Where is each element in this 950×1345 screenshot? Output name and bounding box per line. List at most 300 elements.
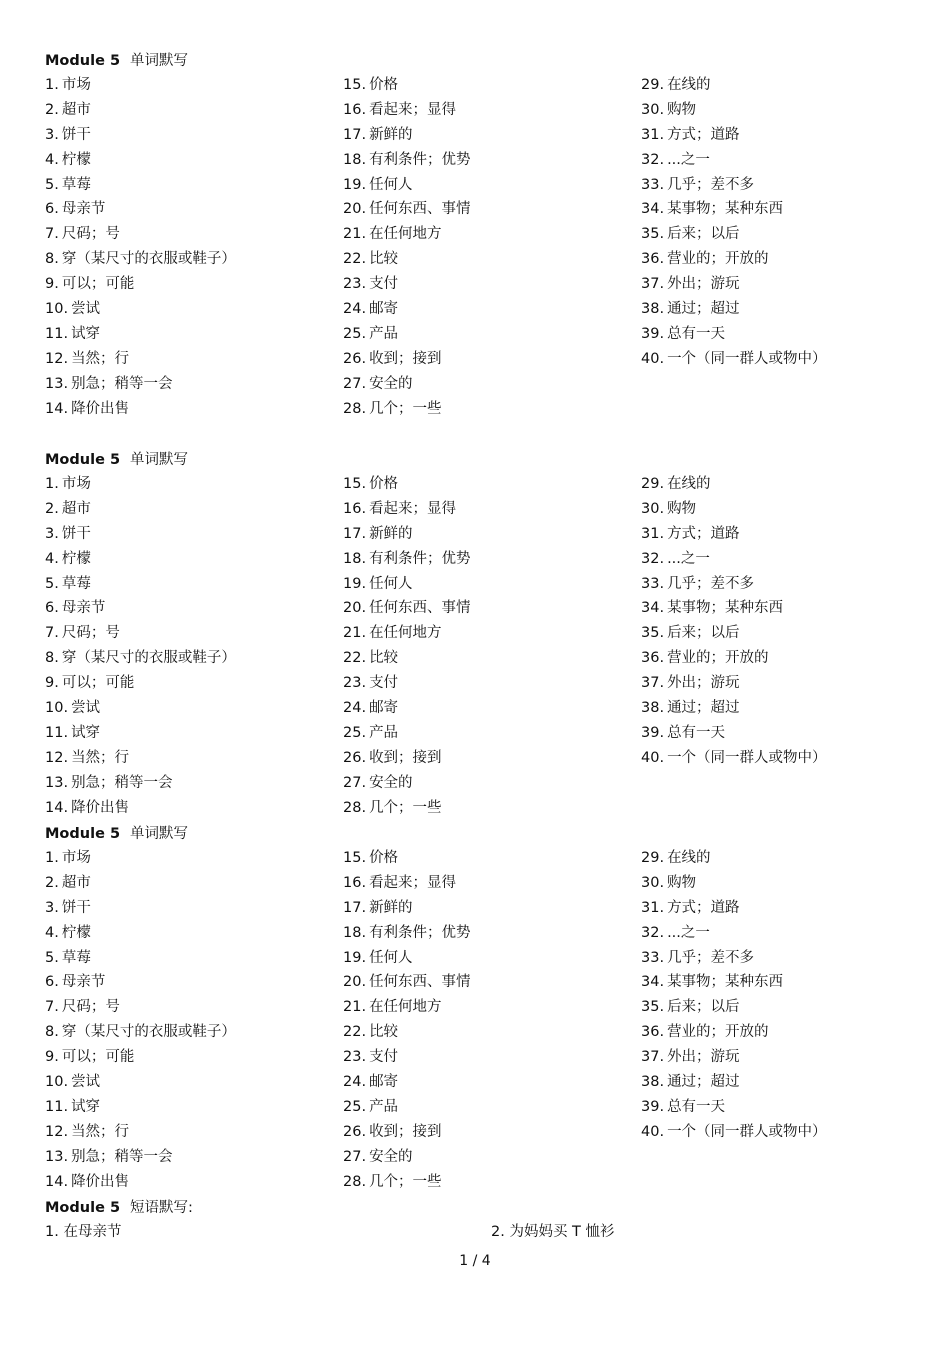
phrase-dictation-section [45,1196,925,1245]
item-number: 18. [343,550,367,567]
item-number: 28. [343,400,367,417]
word-item [641,696,827,721]
item-number: 6. [45,201,59,218]
item-number: 39. [641,325,665,342]
word-item [343,547,471,572]
item-number: 38. [641,301,665,318]
item-text: 几个；一些 [369,1173,442,1190]
item-text: 别急；稍等一会 [71,375,173,392]
word-column-3 [641,846,827,1145]
section-heading: 短语默写: [130,1200,193,1216]
item-number: 3. [45,126,59,143]
item-number: 7. [45,625,59,642]
word-item [343,222,471,247]
section-title [45,49,925,73]
word-item [343,1120,471,1145]
item-text: 外出；游玩 [667,675,740,692]
item-text: 在任何地方 [369,625,442,642]
word-item [45,222,236,247]
word-item [641,846,827,871]
word-item [641,1020,827,1045]
item-number: 18. [343,924,367,941]
item-number: 39. [641,724,665,741]
module-label: Module 5 [45,826,121,842]
item-text: 价格 [369,77,399,93]
word-item [343,796,471,821]
item-text: 方式；道路 [667,126,740,143]
word-item [45,322,236,347]
item-number: 21. [343,226,367,243]
word-item [641,522,827,547]
item-text: 比较 [369,1024,399,1041]
word-item [45,970,236,995]
item-text: 尺码；号 [61,999,120,1016]
word-item [641,247,827,272]
item-text: 在任何地方 [369,999,442,1016]
word-item [641,721,827,746]
word-item [343,696,471,721]
item-text: 几个；一些 [369,799,442,816]
word-item [343,896,471,921]
word-item [343,746,471,771]
word-column-1 [45,472,236,820]
word-item [45,1020,236,1045]
item-number: 33. [641,575,665,592]
word-column-3 [641,472,827,771]
item-number: 18. [343,151,367,168]
item-text: 可以；可能 [61,276,135,293]
word-item [641,347,827,372]
item-text: 饼干 [61,126,91,143]
item-text: 柠檬 [61,151,91,168]
item-number: 37. [641,1049,665,1066]
item-text: 有利条件；优势 [369,924,471,941]
word-item [343,497,471,522]
word-item [45,197,236,222]
word-item [45,646,236,671]
item-text: 有利条件；优势 [369,151,471,168]
word-item [343,472,471,497]
word-item [343,771,471,796]
module-label: Module 5 [45,1200,121,1216]
item-number: 5. [45,949,59,966]
item-text: 一个（同一群人或物中） [667,749,827,766]
word-item [641,547,827,572]
item-text: 超市 [61,874,91,891]
item-number: 34. [641,600,665,617]
item-number: 19. [343,949,367,966]
item-text: 试穿 [71,325,101,342]
item-number: 14. [45,400,69,417]
word-item [45,1070,236,1095]
item-text: 方式；道路 [667,525,740,542]
item-number: 31. [641,525,665,542]
item-text: ...之一 [667,924,710,941]
item-text: 母亲节 [61,974,106,991]
phrase-item [45,1224,121,1240]
item-text: 支付 [369,276,399,293]
word-item [45,1120,236,1145]
word-item [343,372,471,397]
word-item [45,771,236,796]
word-item [641,1045,827,1070]
word-item [343,970,471,995]
item-text: 为妈妈买 T 恤衫 [509,1224,615,1240]
word-item [343,1020,471,1045]
word-item [343,721,471,746]
item-number: 24. [343,301,367,318]
item-number: 1. [45,850,59,866]
item-text: 方式；道路 [667,899,740,916]
item-text: 邮寄 [369,1074,399,1091]
item-text: 当然；行 [71,749,130,766]
module-label: Module 5 [45,452,121,468]
item-number: 28. [343,1173,367,1190]
word-column-3 [641,73,827,372]
module-label: Module 5 [45,53,121,69]
item-number: 3. [45,525,59,542]
item-text: 任何东西、事情 [369,974,471,991]
word-item [641,222,827,247]
word-item [641,272,827,297]
item-text: 后来；以后 [667,226,740,243]
word-item [45,123,236,148]
word-item [641,970,827,995]
item-text: 超市 [61,101,91,118]
item-text: 支付 [369,675,399,692]
item-number: 14. [45,1173,69,1190]
item-number: 35. [641,226,665,243]
word-item [45,921,236,946]
item-text: 尺码；号 [61,226,120,243]
item-number: 11. [45,325,69,342]
item-number: 2. [45,101,59,118]
item-text: 通过；超过 [667,1074,740,1091]
item-text: 总有一天 [667,325,726,342]
item-text: 在母亲节 [63,1224,122,1240]
word-item [343,1170,471,1195]
item-text: 可以；可能 [61,675,135,692]
item-text: 几乎；差不多 [667,575,755,592]
item-text: 某事物；某种东西 [667,201,784,218]
item-number: 5. [45,575,59,592]
item-text: 任何人 [369,176,413,193]
item-text: 总有一天 [667,1098,726,1115]
item-text: 购物 [667,874,697,891]
item-text: 营业的；开放的 [667,1024,769,1041]
item-text: 母亲节 [61,600,106,617]
item-text: 新鲜的 [369,525,413,542]
word-dictation-section-1 [45,49,925,417]
word-item [45,297,236,322]
word-item [45,1170,236,1195]
word-item [641,921,827,946]
word-item [45,721,236,746]
item-text: 安全的 [369,375,413,392]
item-text: 外出；游玩 [667,1049,740,1066]
word-item [641,1095,827,1120]
item-text: 穿（某尺寸的衣服或鞋子） [61,1024,236,1041]
word-item [343,671,471,696]
item-number: 11. [45,724,69,741]
item-number: 23. [343,276,367,293]
item-text: ...之一 [667,550,710,567]
word-column-1 [45,73,236,421]
item-number: 1. [45,476,59,492]
item-text: 某事物；某种东西 [667,974,784,991]
item-number: 37. [641,276,665,293]
word-item [45,796,236,821]
item-number: 32. [641,924,665,941]
item-number: 7. [45,226,59,243]
word-item [45,372,236,397]
item-text: 草莓 [61,176,91,193]
word-item [45,472,236,497]
item-number: 34. [641,974,665,991]
item-number: 26. [343,350,367,367]
word-item [343,297,471,322]
word-item [45,522,236,547]
item-number: 12. [45,350,69,367]
word-item [45,173,236,198]
phrase-row [45,1220,925,1245]
item-number: 22. [343,251,367,268]
item-text: 通过；超过 [667,700,740,717]
item-number: 37. [641,675,665,692]
item-number: 36. [641,1024,665,1041]
word-item [641,497,827,522]
item-text: 收到；接到 [369,350,442,367]
word-item [343,646,471,671]
item-text: 穿（某尺寸的衣服或鞋子） [61,650,236,667]
item-number: 30. [641,500,665,517]
item-number: 20. [343,600,367,617]
item-text: 市场 [61,850,91,866]
item-text: 可以；可能 [61,1049,135,1066]
item-text: 尝试 [71,301,101,318]
item-number: 22. [343,1024,367,1041]
word-item [641,995,827,1020]
item-number: 36. [641,650,665,667]
item-number: 23. [343,1049,367,1066]
item-number: 26. [343,1123,367,1140]
item-text: 降价出售 [71,400,130,417]
item-text: 安全的 [369,774,413,791]
item-number: 2. [45,500,59,517]
item-number: 26. [343,749,367,766]
word-item [641,1120,827,1145]
word-item [641,871,827,896]
item-number: 40. [641,749,665,766]
item-text: 尺码；号 [61,625,120,642]
word-item [343,322,471,347]
item-text: 看起来；显得 [369,874,457,891]
item-text: 在线的 [667,850,711,866]
word-item [641,572,827,597]
item-number: 1. [45,1224,59,1240]
item-number: 16. [343,101,367,118]
item-number: 2. [491,1224,505,1240]
item-number: 31. [641,126,665,143]
item-number: 19. [343,575,367,592]
item-text: 通过；超过 [667,301,740,318]
item-number: 31. [641,899,665,916]
word-item [45,148,236,173]
word-item [343,347,471,372]
word-item [641,946,827,971]
word-item [45,572,236,597]
item-text: 安全的 [369,1148,413,1165]
item-number: 33. [641,176,665,193]
item-number: 13. [45,375,69,392]
word-item [343,247,471,272]
word-item [343,98,471,123]
item-number: 36. [641,251,665,268]
item-text: 当然；行 [71,1123,130,1140]
item-text: 穿（某尺寸的衣服或鞋子） [61,251,236,268]
item-number: 12. [45,1123,69,1140]
word-item [45,98,236,123]
item-text: 比较 [369,251,399,268]
item-number: 3. [45,899,59,916]
word-item [641,322,827,347]
word-item [343,197,471,222]
item-text: 产品 [369,1098,399,1115]
item-text: 草莓 [61,575,91,592]
item-number: 15. [343,850,367,866]
word-item [343,1095,471,1120]
item-text: 柠檬 [61,550,91,567]
word-item [641,896,827,921]
item-text: 比较 [369,650,399,667]
item-number: 15. [343,476,367,492]
word-item [343,173,471,198]
item-number: 38. [641,1074,665,1091]
item-number: 17. [343,899,367,916]
word-item [45,995,236,1020]
item-number: 5. [45,176,59,193]
item-text: 试穿 [71,724,101,741]
word-item [45,746,236,771]
word-item [45,671,236,696]
item-text: 邮寄 [369,301,399,318]
item-text: 购物 [667,101,697,118]
item-text: 价格 [369,850,399,866]
item-number: 13. [45,1148,69,1165]
item-text: 有利条件；优势 [369,550,471,567]
word-item [641,173,827,198]
item-text: 一个（同一群人或物中） [667,1123,827,1140]
item-text: 在任何地方 [369,226,442,243]
word-column-2 [343,472,471,820]
section-title [45,822,925,846]
item-text: 购物 [667,500,697,517]
word-item [45,1095,236,1120]
word-item [343,73,471,98]
word-item [343,871,471,896]
word-item [343,946,471,971]
item-number: 9. [45,276,59,293]
item-text: 母亲节 [61,201,106,218]
word-item [343,1070,471,1095]
item-number: 27. [343,774,367,791]
word-item [641,98,827,123]
word-item [45,547,236,572]
word-item [343,397,471,422]
item-text: 超市 [61,500,91,517]
item-number: 17. [343,126,367,143]
item-number: 28. [343,799,367,816]
word-item [45,621,236,646]
item-text: 看起来；显得 [369,500,457,517]
word-item [343,272,471,297]
word-item [343,148,471,173]
word-item [343,995,471,1020]
word-dictation-section-2 [45,448,925,816]
item-text: 产品 [369,724,399,741]
word-item [45,497,236,522]
item-number: 39. [641,1098,665,1115]
item-text: 总有一天 [667,724,726,741]
word-item [45,247,236,272]
item-text: 几个；一些 [369,400,442,417]
item-number: 10. [45,700,69,717]
item-number: 2. [45,874,59,891]
item-number: 1. [45,77,59,93]
item-text: 收到；接到 [369,749,442,766]
page-number: 1 / 4 [459,1253,491,1269]
item-number: 29. [641,77,665,93]
item-text: 任何东西、事情 [369,201,471,218]
item-text: 别急；稍等一会 [71,1148,173,1165]
item-text: 任何东西、事情 [369,600,471,617]
item-number: 32. [641,550,665,567]
item-number: 11. [45,1098,69,1115]
word-item [45,397,236,422]
item-number: 4. [45,151,59,168]
word-item [641,197,827,222]
item-number: 34. [641,201,665,218]
word-item [641,148,827,173]
item-text: ...之一 [667,151,710,168]
word-item [343,123,471,148]
item-text: 任何人 [369,949,413,966]
item-number: 40. [641,350,665,367]
word-item [45,871,236,896]
item-text: 看起来；显得 [369,101,457,118]
section-heading: 单词默写 [130,53,189,69]
section-title [45,1196,925,1220]
word-item [641,621,827,646]
word-item [343,522,471,547]
item-number: 21. [343,625,367,642]
item-number: 6. [45,600,59,617]
item-number: 12. [45,749,69,766]
item-text: 降价出售 [71,1173,130,1190]
item-number: 19. [343,176,367,193]
item-text: 在线的 [667,476,711,492]
word-item [45,1145,236,1170]
item-text: 收到；接到 [369,1123,442,1140]
item-number: 4. [45,924,59,941]
item-text: 产品 [369,325,399,342]
item-text: 营业的；开放的 [667,251,769,268]
word-item [641,1070,827,1095]
item-text: 后来；以后 [667,625,740,642]
item-number: 13. [45,774,69,791]
word-item [45,596,236,621]
item-number: 35. [641,625,665,642]
